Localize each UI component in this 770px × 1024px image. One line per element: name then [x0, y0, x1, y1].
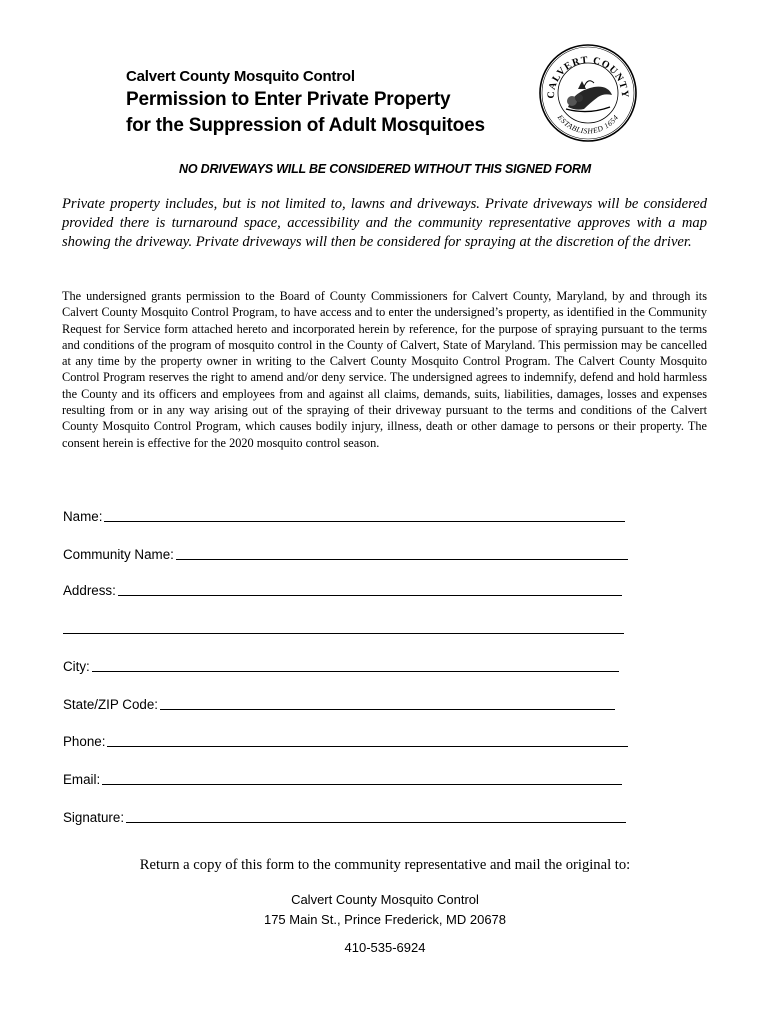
address-label: Address:	[63, 583, 116, 598]
address-line-2-input[interactable]	[63, 633, 624, 634]
city-field[interactable]	[63, 656, 619, 674]
county-seal-logo	[538, 43, 638, 143]
svg-text:CALVERT COUNTY: CALVERT COUNTY	[545, 54, 631, 99]
name-field[interactable]	[63, 506, 625, 524]
svg-text:ESTABLISHED 1654: ESTABLISHED 1654	[555, 112, 621, 136]
driveway-notice: NO DRIVEWAYS WILL BE CONSIDERED WITHOUT THIS SIGNED FORM	[179, 162, 591, 176]
name-input-line[interactable]	[104, 509, 625, 522]
city-label: City:	[63, 659, 90, 674]
city-input-line[interactable]	[92, 659, 619, 672]
state-zip-label: State/ZIP Code:	[63, 697, 159, 712]
signature-label: Signature:	[63, 810, 125, 825]
community-name-field[interactable]	[63, 544, 628, 562]
address-input-line[interactable]	[118, 583, 622, 596]
signature-input-line[interactable]	[126, 810, 626, 823]
state-zip-input-line[interactable]	[160, 697, 615, 710]
email-input-line[interactable]	[102, 772, 622, 785]
signature-field[interactable]	[63, 807, 626, 825]
email-label: Email:	[63, 772, 101, 787]
form-title-line-1: Permission to Enter Private Property	[126, 89, 451, 110]
form-title-line-2: for the Suppression of Adult Mosquitoes	[126, 115, 485, 136]
contact-phone: 410-535-6924	[344, 940, 426, 955]
name-label: Name:	[63, 509, 103, 524]
mailing-address-name: Calvert County Mosquito Control	[291, 892, 479, 907]
private-property-paragraph: Private property includes, but is not limited to, lawns and driveways. Private driveways will be considered provided there is turnaround space, accessibility and the community representative approves with a map showing the driveway. Private driveways will then be considered for spraying at the discretion of the driver.	[62, 196, 707, 250]
phone-input-line[interactable]	[107, 734, 628, 747]
email-field[interactable]	[63, 769, 622, 787]
phone-label: Phone:	[63, 734, 106, 749]
phone-field[interactable]	[63, 731, 628, 749]
return-instructions: Return a copy of this form to the community representative and mail the original to:	[139, 857, 631, 873]
mailing-address-street: 175 Main St., Prince Frederick, MD 20678	[263, 912, 507, 927]
community-name-input-line[interactable]	[176, 547, 628, 560]
community-name-label: Community Name:	[63, 547, 174, 562]
organization-name: Calvert County Mosquito Control	[126, 68, 355, 85]
permission-legal-paragraph: The undersigned grants permission to the Board of County Commissioners for Calvert County, Maryland, by and through its Calvert County Mosquito Control Program, to have access and to enter the undersigned’s property, as identified in the Community Request for Service form attached hereto and incorporated herein by reference, for the purpose of spraying pursuant to the terms and conditions of the program of mosquito control in the County of Calvert, State of Maryland. This permission may be cancelled at any time by the property owner in writing to the Calvert County Mosquito Control Program. The Calvert County Mosquito Control Program reserves the right to amend and/or deny service. The undersigned agrees to indemnify, defend and hold harmless the County and its officers and employees from and against all claims, demands, suits, liabilities, damages, losses and expenses resulting from or in any way arising out of the spraying of their driveway pursuant to the terms and conditions of the Calvert County Mosquito Control Program, which causes bodily injury, illness, death or other damage to persons or their property. The consent herein is effective for the 2020 mosquito control season.	[62, 289, 707, 450]
state-zip-field[interactable]	[63, 694, 615, 712]
address-field[interactable]	[63, 580, 622, 598]
